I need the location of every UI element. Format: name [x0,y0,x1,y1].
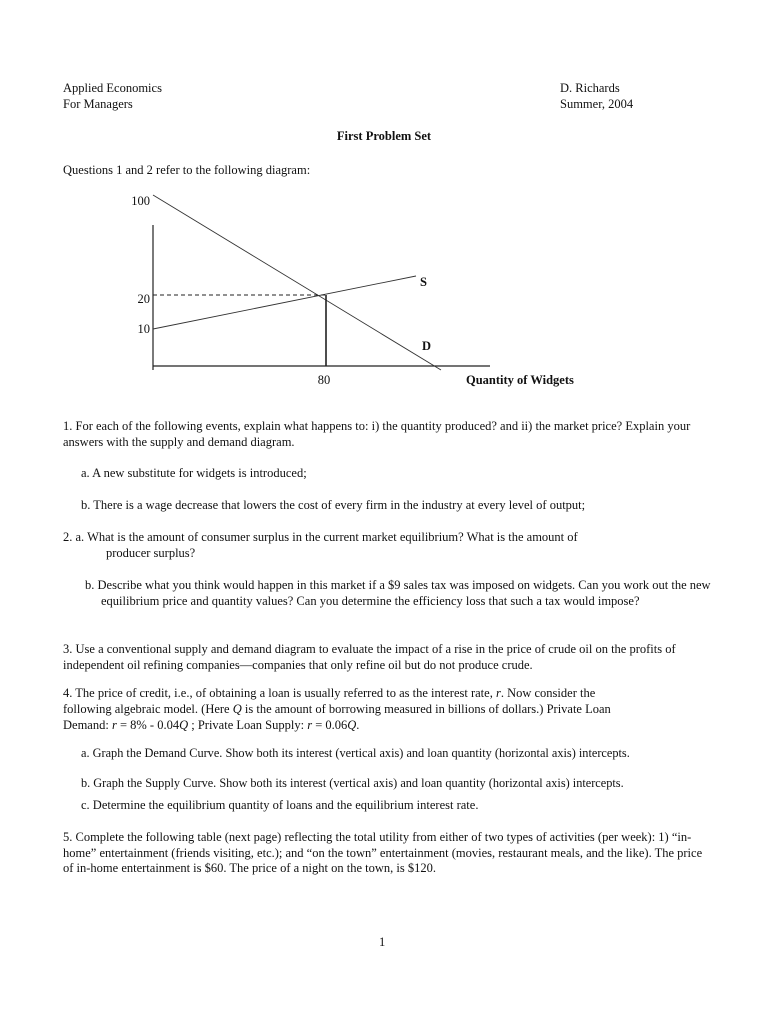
q4-var-r: r [111,718,117,732]
question-1b: b. There is a wage decrease that lowers the cost of every firm in the industry at every level of output; [81,498,586,512]
course-name-line2: For Managers [63,97,133,111]
q4-var-r: r [307,718,313,732]
supply-label: S [420,275,427,289]
q4-text: ; Private Loan Supply: [188,718,308,732]
question-4-model [63,718,359,734]
diagram-intro: Questions 1 and 2 refer to the following diagram: [63,163,311,177]
demand-label: D [422,339,432,353]
y-tick-label: 20 [137,292,150,306]
q4-text: is the amount of borrowing measured in billions of dollars.) Private Loan [241,702,611,716]
q4-text: . Now consider the [500,686,596,700]
term-date: Summer, 2004 [560,97,634,111]
question-4c: c. Determine the equilibrium quantity of loans and the equilibrium interest rate. [81,798,479,812]
course-name-line1: Applied Economics [63,81,162,95]
q4-var-q: Q [179,718,189,732]
x-tick-label: 80 [317,373,331,387]
q4-text: = 0.06 [312,718,348,732]
question-1: 1. For each of the following events, explain what happens to: i) the quantity produced? and ii) the market price? Explain your answers with the supply and demand diagram. [63,419,691,449]
q4-var-r: r [495,686,501,700]
x-axis-title: Quantity of Widgets [466,373,574,387]
supply-curve [153,276,416,329]
q4-text: . [356,718,360,732]
y-tick-label: 10 [137,322,150,336]
question-3: 3. Use a conventional supply and demand diagram to evaluate the impact of a rise in the price of crude oil on the profits of independent oil refining companies—companies that only refine oil but do not produce crude. [63,642,676,672]
question-5: 5. Complete the following table (next page) reflecting the total utility from either of two types of activities (per week): 1) “in-home” entertainment (friends visiting, etc.); and “on the town” entertainment (movies, restaurant meals, and the like). The price of in-home entertainment is $60. The price of a night on the town, is $120. [63,830,703,875]
question-2a: 2. a. What is the amount of consumer surplus in the current market equilibrium? What is the amount of [63,530,578,544]
q4-text: = 8% - 0.04 [116,718,180,732]
question-2b: b. Describe what you think would happen in this market if a $9 sales tax was imposed on widgets. Can you work out the new equilibrium price and quantity values? Can you determine the efficiency loss that such a tax would impose? [85,578,711,608]
question-4a: a. Graph the Demand Curve. Show both its interest (vertical axis) and loan quantity (horizontal axis) intercepts. [81,746,630,760]
q4-var-q: Q [347,718,357,732]
q4-var-q: Q [232,702,242,716]
q4-text: Demand: [63,718,112,732]
q4-text: following algebraic model. (Here [63,702,233,716]
page-number: 1 [379,935,386,949]
question-2a-cont: producer surplus? [106,546,196,560]
q4-text: 4. The price of credit, i.e., of obtaining a loan is usually referred to as the interest rate, [63,686,496,700]
page-title: First Problem Set [336,129,432,143]
question-4b: b. Graph the Supply Curve. Show both its interest (vertical axis) and loan quantity (horizontal axis) intercepts. [81,776,624,790]
question-4-line1 [63,686,595,702]
question-1a: a. A new substitute for widgets is introduced; [81,466,307,480]
supply-demand-chart [0,0,768,400]
y-tick-label: 100 [131,194,150,208]
question-4-line2 [63,702,611,718]
author-name: D. Richards [560,81,620,95]
demand-curve [153,195,441,370]
